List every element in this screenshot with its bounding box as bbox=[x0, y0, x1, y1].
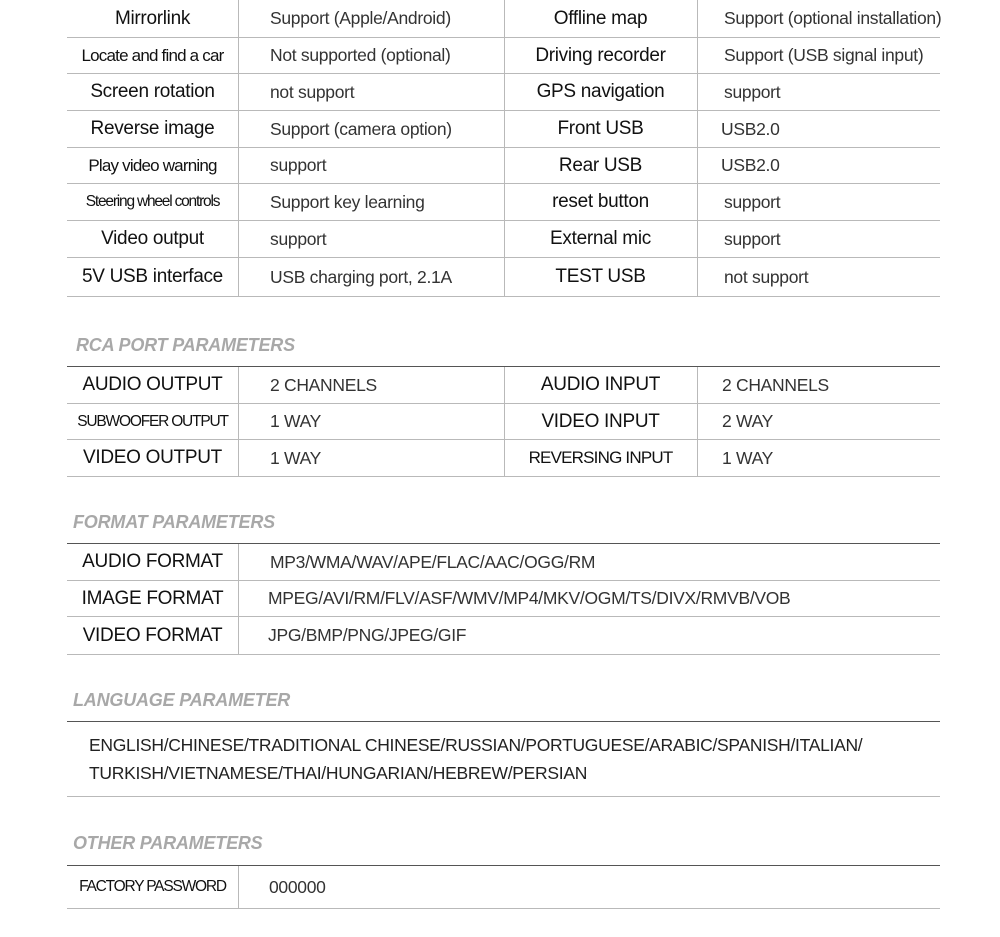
section-bottom-rule bbox=[67, 796, 940, 797]
feature-label: Steering wheel controls bbox=[85, 193, 220, 210]
feature-value: support bbox=[724, 191, 781, 212]
table-row bbox=[67, 367, 940, 404]
feature-label: Video output bbox=[101, 228, 204, 249]
table-row bbox=[67, 404, 940, 440]
feature-label: Rear USB bbox=[558, 154, 643, 176]
table-row bbox=[67, 184, 940, 221]
table-row bbox=[67, 74, 940, 111]
feature-value: Support (Apple/Android) bbox=[270, 8, 451, 28]
column-divider bbox=[697, 258, 698, 296]
column-divider bbox=[238, 866, 239, 908]
rca-value: 1 WAY bbox=[270, 447, 322, 468]
language-list-line: TURKISH/VIETNAMESE/THAI/HUNGARIAN/HEBREW/PERSIAN bbox=[89, 763, 588, 783]
rca-value: 1 WAY bbox=[722, 447, 774, 468]
feature-value: USB charging port, 2.1A bbox=[270, 266, 452, 287]
feature-value: support bbox=[724, 81, 781, 102]
other-label: FACTORY PASSWORD bbox=[79, 878, 226, 895]
feature-value: Not supported (optional) bbox=[270, 45, 451, 65]
column-divider bbox=[238, 404, 239, 439]
column-divider bbox=[238, 184, 239, 220]
rca-value: 1 WAY bbox=[270, 411, 322, 431]
table-row bbox=[67, 581, 940, 617]
column-divider bbox=[238, 148, 239, 183]
column-divider bbox=[697, 440, 698, 476]
section-top-rule bbox=[67, 721, 940, 722]
rca-label: SUBWOOFER OUTPUT bbox=[77, 412, 228, 430]
column-divider bbox=[697, 221, 698, 257]
feature-value: USB2.0 bbox=[721, 118, 780, 139]
column-divider bbox=[238, 221, 239, 257]
language-list-line: ENGLISH/CHINESE/TRADITIONAL CHINESE/RUSSIAN/PORTUGUESE/ARABIC/SPANISH/ITALIAN/ bbox=[89, 735, 863, 755]
column-divider bbox=[697, 111, 698, 147]
column-divider bbox=[697, 404, 698, 439]
format-label: VIDEO FORMAT bbox=[82, 624, 223, 646]
feature-label: Locate and find a car bbox=[81, 45, 224, 65]
column-divider bbox=[238, 544, 239, 580]
column-divider bbox=[697, 0, 698, 37]
table-row bbox=[67, 38, 940, 74]
column-divider bbox=[238, 111, 239, 147]
table-row bbox=[67, 617, 940, 655]
rca-label: REVERSING INPUT bbox=[528, 448, 673, 467]
table-row bbox=[67, 148, 940, 184]
section-heading-format: FORMAT PARAMETERS bbox=[73, 512, 275, 532]
feature-value: Support (USB signal input) bbox=[724, 45, 924, 65]
feature-label: Front USB bbox=[557, 118, 644, 139]
column-divider bbox=[697, 148, 698, 183]
column-divider bbox=[697, 184, 698, 220]
column-divider bbox=[238, 74, 239, 110]
feature-value: support bbox=[270, 228, 327, 249]
feature-value: Support (camera option) bbox=[270, 118, 452, 139]
format-value: MPEG/AVI/RM/FLV/ASF/WMV/MP4/MKV/OGM/TS/DIVX/RMVB/VOB bbox=[268, 588, 791, 608]
feature-value: not support bbox=[270, 81, 355, 102]
other-value: 000000 bbox=[269, 876, 326, 897]
format-table bbox=[67, 544, 940, 655]
other-table bbox=[67, 866, 940, 909]
table-row bbox=[67, 0, 940, 38]
feature-label: GPS navigation bbox=[536, 81, 665, 102]
section-heading-other: OTHER PARAMETERS bbox=[73, 833, 263, 853]
feature-label: TEST USB bbox=[555, 266, 646, 287]
feature-label: Play video warning bbox=[88, 155, 217, 175]
rca-table bbox=[67, 367, 940, 477]
feature-value: support bbox=[724, 228, 781, 249]
section-heading-rca: RCA PORT PARAMETERS bbox=[76, 335, 295, 355]
column-divider bbox=[238, 0, 239, 37]
feature-label: reset button bbox=[552, 191, 649, 212]
format-value: JPG/BMP/PNG/JPEG/GIF bbox=[268, 625, 467, 645]
table-row bbox=[67, 258, 940, 297]
feature-label: External mic bbox=[550, 228, 651, 249]
rca-value: 2 WAY bbox=[722, 411, 774, 431]
feature-label: Screen rotation bbox=[90, 81, 215, 102]
column-divider bbox=[238, 258, 239, 296]
table-row bbox=[67, 866, 940, 909]
format-label: AUDIO FORMAT bbox=[82, 551, 223, 572]
rca-value: 2 CHANNELS bbox=[270, 374, 377, 395]
rca-value: 2 CHANNELS bbox=[722, 374, 829, 395]
rca-label: AUDIO OUTPUT bbox=[82, 374, 223, 395]
feature-label: Reverse image bbox=[90, 118, 215, 139]
format-value: MP3/WMA/WAV/APE/FLAC/AAC/OGG/RM bbox=[270, 551, 596, 572]
column-divider bbox=[697, 38, 698, 73]
rca-label: VIDEO INPUT bbox=[541, 410, 660, 432]
table-row bbox=[67, 111, 940, 148]
feature-value: USB2.0 bbox=[721, 155, 780, 175]
feature-value: not support bbox=[724, 266, 809, 287]
feature-value: Support (optional installation) bbox=[724, 8, 942, 28]
feature-value: Support key learning bbox=[270, 191, 425, 212]
rca-label: AUDIO INPUT bbox=[540, 374, 661, 395]
column-divider bbox=[697, 74, 698, 110]
feature-label: Mirrorlink bbox=[114, 7, 191, 29]
column-divider bbox=[238, 38, 239, 73]
feature-value: support bbox=[270, 155, 327, 175]
column-divider bbox=[697, 367, 698, 403]
section-heading-language: LANGUAGE PARAMETER bbox=[73, 690, 291, 710]
column-divider bbox=[238, 440, 239, 476]
column-divider bbox=[238, 367, 239, 403]
table-row bbox=[67, 544, 940, 581]
rca-label: VIDEO OUTPUT bbox=[83, 447, 222, 468]
table-row bbox=[67, 440, 940, 477]
table-row bbox=[67, 221, 940, 258]
feature-label: Driving recorder bbox=[535, 44, 666, 66]
column-divider bbox=[238, 617, 239, 654]
feature-table bbox=[67, 0, 940, 297]
feature-label: 5V USB interface bbox=[82, 266, 223, 287]
column-divider bbox=[238, 581, 239, 616]
feature-label: Offline map bbox=[553, 7, 648, 29]
format-label: IMAGE FORMAT bbox=[81, 587, 224, 609]
